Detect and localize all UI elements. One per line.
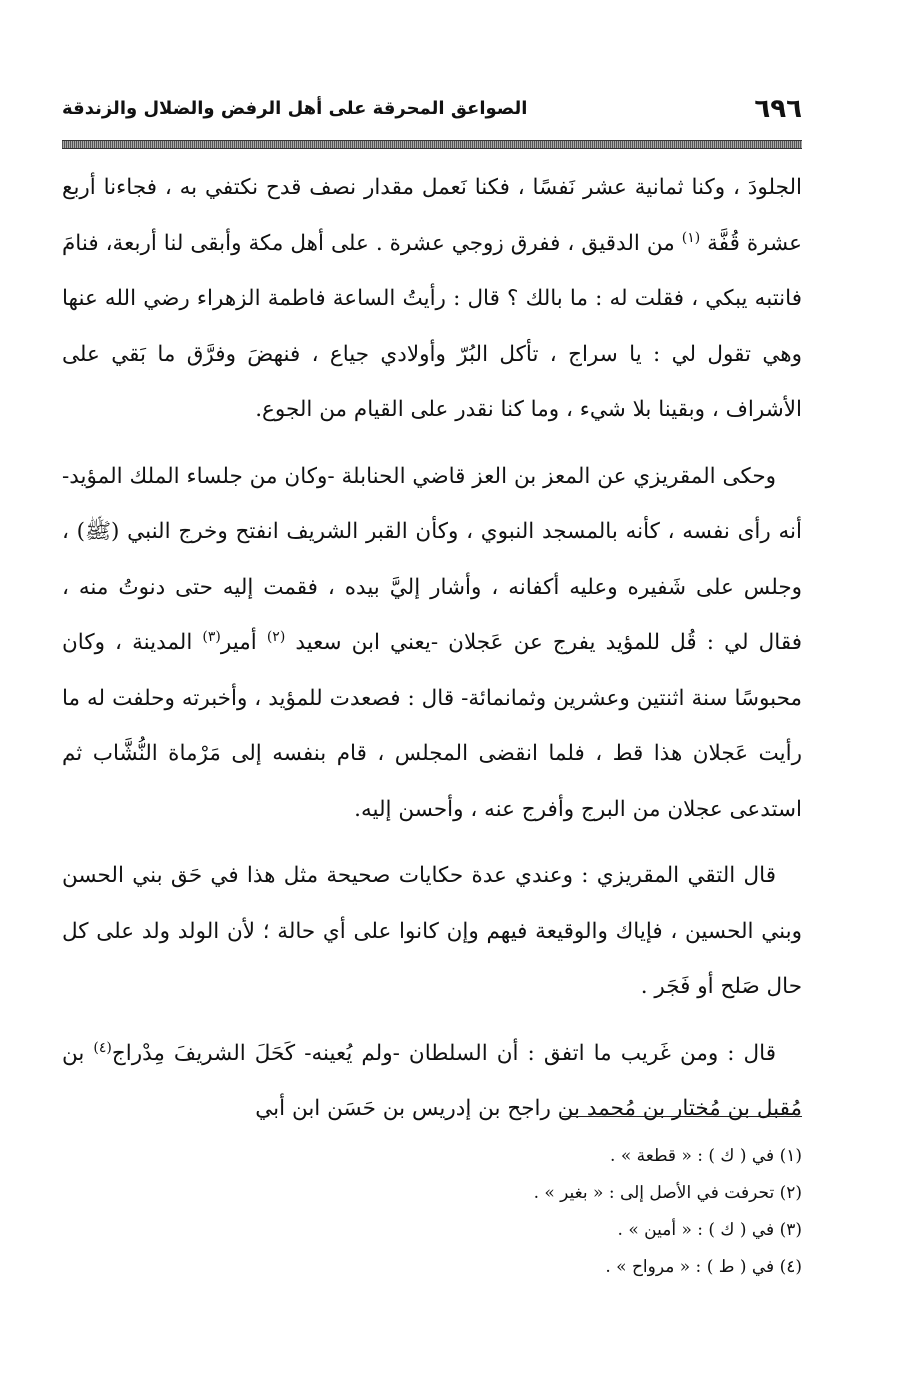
paragraph-4-text-a: قال : ومن غَريب ما اتفق : أن السلطان -ولم يُعينه- كَحَلَ الشريفَ مِدْراج (111, 1040, 776, 1066)
main-text (62, 160, 802, 1148)
footnote-ref-2: (٢) (266, 628, 286, 645)
paragraph-4 (62, 1026, 802, 1137)
paragraph-2 (62, 449, 802, 838)
paragraph-3: قال التقي المقريزي : وعندي عدة حكايات صحيحة مثل هذا في حَق بني الحسن وبني الحسين ، فإياك والوقيعة فيهم وإن كانوا على أي حالة ؛ لأن الولد ولد على كل حال صَلح أو فَجَر . (62, 863, 802, 999)
footnote-divider (562, 1116, 802, 1117)
footnote-2: (٢) تحرفت في الأصل إلى : « بغير » . (533, 1183, 802, 1203)
footnote-4: (٤) في ( ط ) : « مرواح » . (605, 1257, 802, 1277)
footnotes (302, 1138, 802, 1286)
paragraph-1 (62, 160, 802, 438)
footnote-3: (٣) في ( ك ) : « أمين » . (617, 1220, 802, 1240)
running-title: الصواعق المحرقة على أهل الرفض والضلال والزندقة (62, 98, 528, 119)
footnote-1: (١) في ( ك ) : « قطعة » . (610, 1146, 802, 1166)
paragraph-1-text-b: من الدقيق ، ففرق زوجي عشرة . على أهل مكة وأبقى لنا أربعة، فنامَ فانتبه يبكي ، فقلت له : ما بالك ؟ قال : رأيتُ الساعة فاطمة الزهراء رضي الله عنها وهي تقول لي : يا سراج ، تأكل البُرّ وأولادي جياع ، فنهضَ وفرَّق ما بَقي على الأشراف ، وبقينا بلا شيء ، وما كنا نقدر على القيام من الجوع. (62, 230, 802, 422)
paragraph-2-text-b: أمير (220, 630, 267, 655)
page-header (62, 90, 802, 130)
paragraph-4-text-b: بن مُقبل بن مُختار بن مُحمد بن راجح بن إدريس بن حَسَن ابن أبي (62, 1040, 802, 1121)
header-divider (62, 140, 802, 149)
page-number: ٦٩٦ (754, 94, 802, 124)
footnote-ref-1: (١) (681, 229, 701, 246)
paragraph-2-text-c: المدينة ، وكان محبوسًا سنة اثنتين وعشرين وثمانمائة- قال : فصعدت للمؤيد ، وأخبرته وحلفت له ما رأيت عَجلان هذا قط ، فلما انقضى المجلس ، قام بنفسه إلى مَرْماة النُّشَّاب ثم استدعى عجلان من البرج وأفرج عنه ، وأحسن إليه. (62, 630, 802, 822)
paragraph-1-text-a: الجلودَ ، وكنا ثمانية عشر نَفسًا ، فكنا نَعمل مقدار نصف قدح نكتفي به ، فجاءنا أربع عشرة قُفَّة (62, 175, 802, 256)
footnote-ref-4: (٤) (93, 1039, 112, 1056)
paragraph-2-text-a: وحكى المقريزي عن المعز بن العز قاضي الحنابلة -وكان من جلساء الملك المؤيد- أنه رأى نفسه ، كأنه بالمسجد النبوي ، وكأن القبر الشريف انفتح وخرج النبي (ﷺ) ، وجلس على شَفيره وعليه أكفانه ، وأشار إليَّ بيده ، فقمت إليه حتى دنوتُ منه ، فقال لي : قُل للمؤيد يفرج عن عَجلان -يعني ابن سعيد (62, 463, 802, 655)
footnote-ref-3: (٣) (202, 628, 221, 645)
